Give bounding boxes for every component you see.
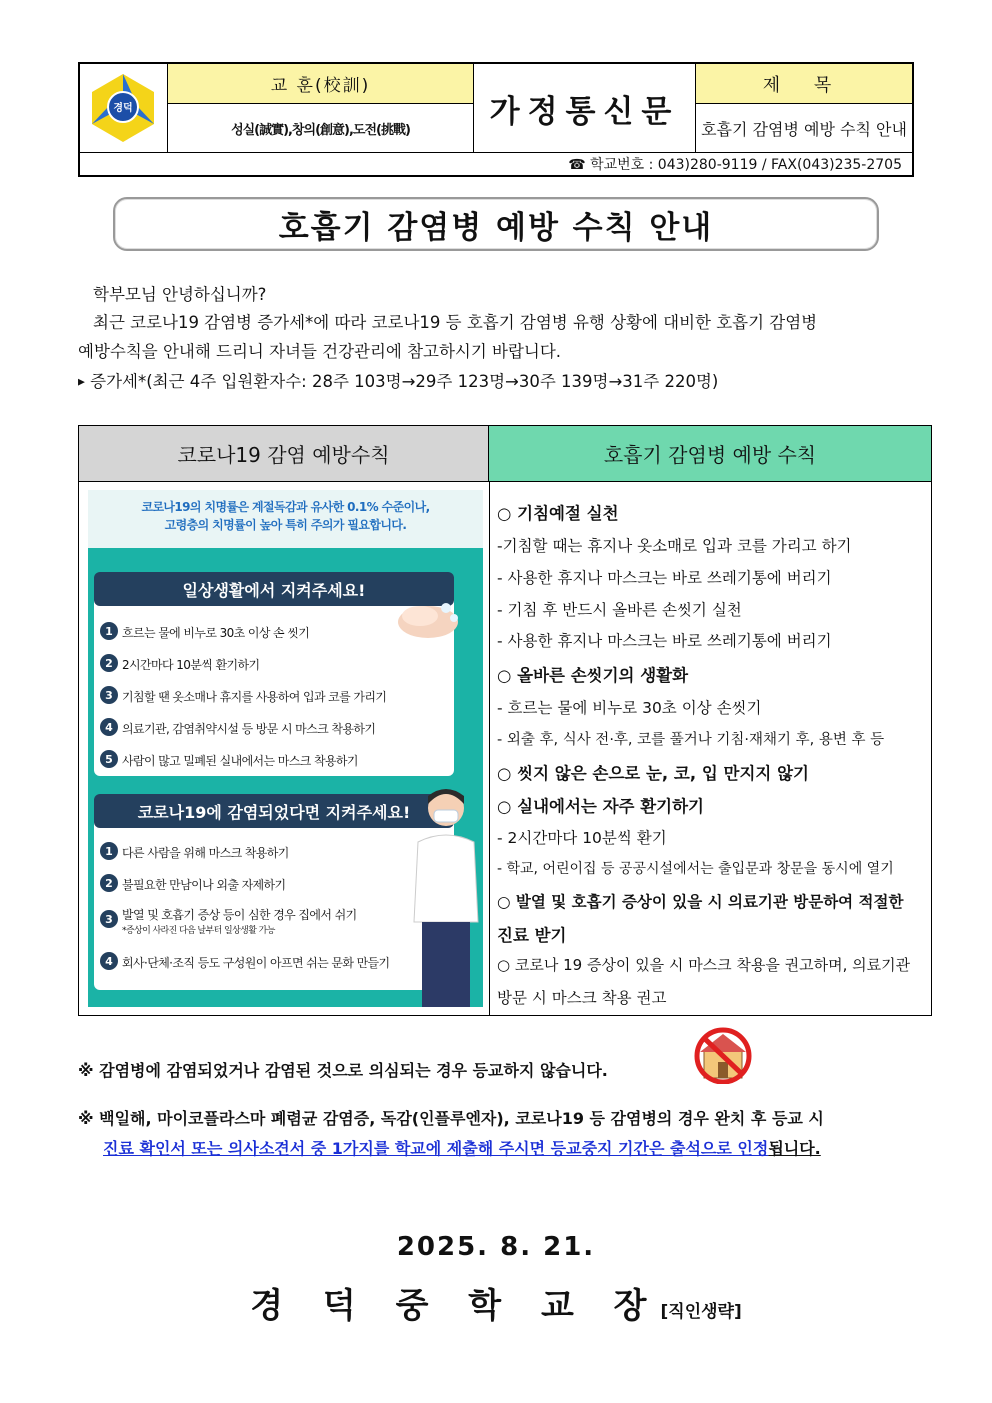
motto-label: 교 훈(校訓): [168, 64, 474, 104]
header-table: [78, 62, 914, 177]
intro-line-2: 예방수칙을 안내해 드리니 자녀들 건강관리에 참고하시기 바랍니다.: [78, 342, 562, 361]
footnote-text: 증가세*(최근 4주 입원환자수: 28주 103명→29주 123명→30주 139명→31주 220명): [90, 372, 719, 391]
number-badge: 4: [100, 952, 118, 970]
card2-subnote: *증상이 사라진 다음 날부터 일상생활 가능: [122, 926, 275, 936]
principal-signature: [0, 1278, 992, 1327]
note-1: ※ 감염병에 감염되었거나 감염된 것으로 의심되는 경우 등교하지 않습니다.: [78, 1061, 608, 1080]
rule-line-4: - 기침 후 반드시 올바른 손씻기 실천: [497, 601, 742, 619]
card2-item-4: 회사·단체·조직 등도 구성원이 아프면 쉬는 문화 만들기: [122, 956, 390, 970]
school-logo: [80, 64, 168, 152]
rule-line-16: 방문 시 마스크 착용 권고: [497, 989, 667, 1007]
card2-item-1: 다른 사람을 위해 마스크 착용하기: [122, 846, 289, 860]
covid-poster: [88, 490, 483, 1007]
number-badge: 1: [100, 622, 118, 640]
number-badge: 3: [100, 910, 118, 928]
rule-line-2: -기침할 때는 휴지나 옷소매로 입과 코를 가리고 하기: [497, 537, 852, 555]
rule-line-10: ○ 실내에서는 자주 환기하기: [497, 797, 704, 816]
note-2-line-1: ※ 백일해, 마이코플라스마 폐렴균 감염증, 독감(인플루엔자), 코로나19 등 감염병의 경우 완치 후 등교 시: [78, 1109, 824, 1128]
rule-line-15: ○ 코로나 19 증상이 있을 시 마스크 착용을 권고하며, 의료기관: [497, 956, 911, 974]
infected-card-title: [94, 794, 454, 828]
footnote: [78, 367, 718, 398]
bullet-triangle-icon: ▶: [78, 377, 85, 388]
poster-top-line-1: 코로나19의 치명률은 계절독감과 유사한 0.1% 수준이나,: [141, 500, 430, 514]
number-badge: 2: [100, 874, 118, 892]
card1-item-3: 기침할 땐 옷소매나 휴지를 사용하여 입과 코를 가리기: [122, 690, 387, 704]
poster-top-strip: [88, 490, 483, 548]
rule-line-7: - 흐르는 물에 비누로 30초 이상 손씻기: [497, 699, 762, 717]
rule-line-8: - 외출 후, 식사 전·후, 코를 풀거나 기침·재채기 후, 용변 후 등: [497, 732, 885, 748]
note-2-tail: 됩니다.: [768, 1139, 821, 1158]
card1-title-text: 일상생활에서 지켜주세요!: [182, 580, 366, 600]
rule-line-5: - 사용한 휴지나 마스크는 바로 쓰레기통에 버리기: [497, 632, 832, 650]
number-badge: 3: [100, 686, 118, 704]
intro-line-1: 최근 코로나19 감염병 증가세*에 따라 코로나19 등 호흡기 감염병 유행 상황에 대비한 호흡기 감염병: [93, 313, 818, 332]
subject-value: 호흡기 감염병 예방 수칙 안내: [701, 119, 907, 139]
school-emblem-icon: [80, 64, 166, 150]
subject-label: 제 목: [696, 64, 912, 104]
rules-table: [78, 425, 932, 1016]
note-2-line-2: [103, 1136, 821, 1159]
card1-item-1: 흐르는 물에 비누로 30초 이상 손 씻기: [122, 626, 310, 640]
rule-line-13: ○ 발열 및 호흡기 증상이 있을 시 의료기관 방문하여 적절한: [497, 893, 904, 911]
seal-note: [직인생략]: [660, 1302, 742, 1322]
logo-text: 경덕: [113, 103, 133, 114]
rule-line-6: ○ 올바른 손씻기의 생활화: [497, 666, 689, 685]
no-school-icon: [690, 1020, 756, 1084]
card1-item-2: 2시간마다 10분씩 환기하기: [122, 658, 260, 672]
issue-date: 2025. 8. 21.: [396, 1232, 596, 1262]
rule-line-12: - 학교, 어린이집 등 공공시설에서는 출입문과 창문을 동시에 열기: [497, 861, 894, 877]
infected-card: [94, 800, 454, 990]
col2-header: 호흡기 감염병 예방 수칙: [489, 426, 931, 482]
motto-value: 성실(誠實),창의(創意),도전(挑戰): [168, 104, 474, 152]
card2-title-text: 코로나19에 감염되었다면 지켜주세요!: [137, 802, 411, 822]
rule-line-3: - 사용한 휴지나 마스크는 바로 쓰레기통에 버리기: [497, 569, 832, 587]
rule-line-9: ○ 씻지 않은 손으로 눈, 코, 입 만지지 않기: [497, 764, 809, 783]
card1-item-4: 의료기관, 감염취약시설 등 방문 시 마스크 착용하기: [122, 722, 376, 736]
rule-line-14: 진료 받기: [497, 926, 567, 945]
rule-line-11: - 2시간마다 10분씩 환기: [497, 829, 667, 847]
attendance-recognition-link: 진료 확인서 또는 의사소견서 중 1가지를 학교에 제출해 주시면 등교중지 기간은 출석으로 인정: [103, 1139, 769, 1158]
contact-info: ☎ 학교번호 : 043)280-9119 / FAX(043)235-2705: [80, 152, 912, 175]
rule-line-1: ○ 기침예절 실천: [497, 504, 619, 523]
principal-name: 경 덕 중 학 교 장: [250, 1286, 661, 1326]
poster-top-line-2: 고령층의 치명률이 높아 특히 주의가 필요합니다.: [164, 518, 407, 532]
page-title: 호흡기 감염병 예방 수칙 안내: [113, 197, 879, 251]
doc-title: 가정통신문: [474, 64, 696, 152]
card2-item-2: 불필요한 만남이나 외출 자제하기: [122, 878, 286, 892]
card1-item-5: 사람이 많고 밀폐된 실내에서는 마스크 착용하기: [122, 754, 358, 768]
hand-washing-icon: [388, 590, 468, 650]
card2-item-3: 발열 및 호흡기 증상 등이 심한 경우 집에서 쉬기: [122, 908, 357, 922]
col1-header: 코로나19 감염 예방수칙: [79, 426, 489, 482]
column-divider: [489, 482, 490, 1015]
number-badge: 4: [100, 718, 118, 736]
number-badge: 1: [100, 842, 118, 860]
number-badge: 2: [100, 654, 118, 672]
greeting: 학부모님 안녕하십니까?: [93, 285, 267, 304]
number-badge: 5: [100, 750, 118, 768]
masked-person-icon: [408, 782, 483, 1007]
